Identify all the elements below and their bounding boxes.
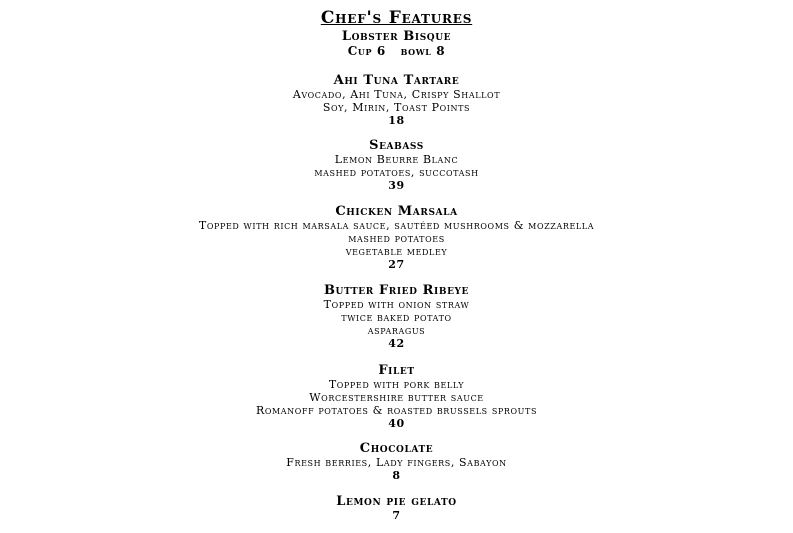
item-description: Topped with pork belly <box>328 378 465 391</box>
menu-title: Chef's Features <box>320 8 473 28</box>
menu-item-lobster-bisque <box>0 29 793 58</box>
menu-item-seabass <box>0 138 793 192</box>
item-description: mashed potatoes <box>348 232 445 245</box>
menu-item-filet <box>0 363 793 430</box>
menu-item-butter-fried-ribeye <box>0 283 793 350</box>
item-name: Lemon pie gelato <box>336 494 457 509</box>
item-description: Lemon Beurre Blanc <box>334 153 459 166</box>
item-description: Avocado, Ahi Tuna, Crispy Shallot <box>292 88 501 101</box>
item-price: 42 <box>388 337 405 350</box>
item-description: asparagus <box>367 324 426 337</box>
item-description: Topped with rich marsala sauce, sautéed mushrooms & mozzarella <box>198 219 595 232</box>
item-description: mashed potatoes, succotash <box>314 166 479 179</box>
item-price: 7 <box>392 509 401 522</box>
item-name: Chicken Marsala <box>335 204 458 219</box>
item-name: Lobster Bisque <box>341 29 452 44</box>
menu-item-chicken-marsala <box>0 204 793 271</box>
item-name: Chocolate <box>359 441 434 456</box>
item-price: 40 <box>388 417 405 430</box>
item-name: Butter Fried Ribeye <box>323 283 470 298</box>
item-description: Soy, Mirin, Toast Points <box>322 101 471 114</box>
item-price: 39 <box>388 179 405 192</box>
item-price: 8 <box>392 469 401 482</box>
item-name: Seabass <box>369 138 424 153</box>
item-name: Filet <box>378 363 415 378</box>
item-description: vegetable medley <box>345 245 448 258</box>
item-description: Worcestershire butter sauce <box>309 391 484 404</box>
menu-item-chocolate <box>0 441 793 482</box>
item-description: twice baked potato <box>341 311 452 324</box>
menu-item-lemon-pie-gelato <box>0 494 793 522</box>
bisque-cup-price: Cup 6 <box>347 44 386 58</box>
item-price: 18 <box>388 114 405 127</box>
item-description: Topped with onion straw <box>323 298 470 311</box>
bisque-sizes <box>0 44 793 58</box>
item-name: Ahi Tuna Tartare <box>333 73 460 88</box>
item-description: Fresh berries, Lady fingers, Sabayon <box>286 456 507 469</box>
item-description: Romanoff potatoes & roasted brussels sprouts <box>255 404 538 417</box>
menu-item-ahi-tuna <box>0 73 793 127</box>
bisque-bowl-price: bowl 8 <box>400 44 446 58</box>
item-price: 27 <box>388 258 405 271</box>
